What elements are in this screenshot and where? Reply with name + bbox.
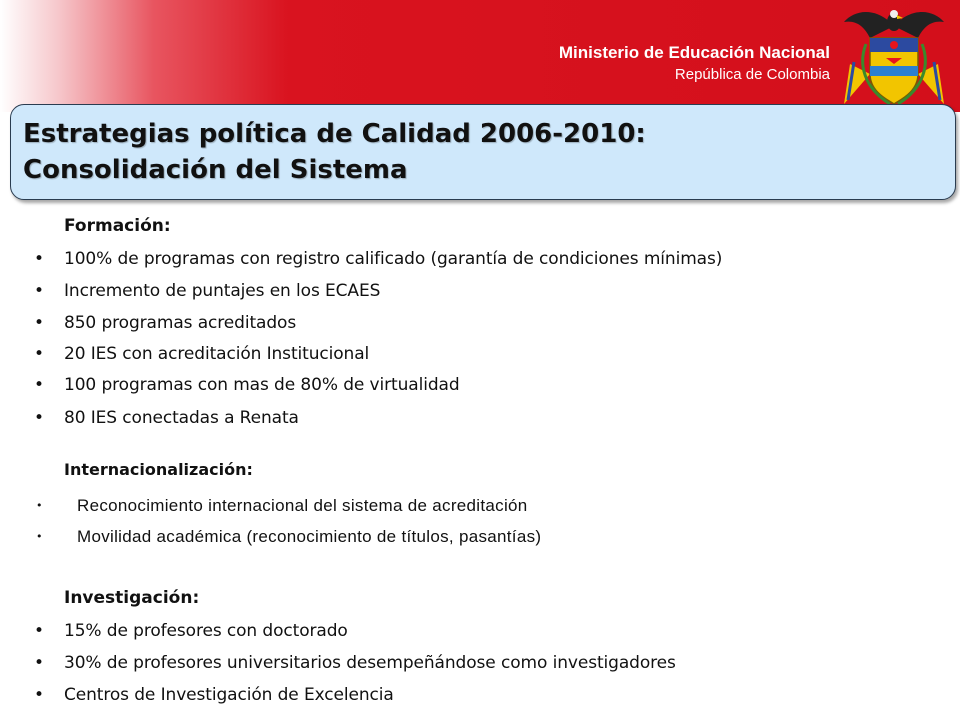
bullet-icon: • [34, 685, 45, 705]
bullet-icon: • [34, 653, 45, 673]
ministry-name: Ministerio de Educación Nacional [558, 43, 830, 62]
bullet-icon: • [34, 344, 45, 364]
bullet-icon: • [36, 530, 43, 543]
colombia-coat-of-arms-icon [840, 4, 948, 108]
bullet-icon: • [34, 313, 45, 333]
bullet-icon: • [34, 375, 45, 395]
list-item-text: 100 programas con mas de 80% de virtualidad [64, 375, 460, 395]
list-item-text: 20 IES con acreditación Institucional [64, 344, 370, 364]
bullet-icon: • [36, 499, 43, 512]
section-heading-investigacion: Investigación: [64, 588, 200, 608]
bullet-icon: • [34, 621, 45, 641]
list-item-text: 850 programas acreditados [64, 313, 297, 333]
section-heading-formacion: Formación: [64, 216, 171, 236]
country-name: República de Colombia [674, 66, 830, 83]
list-item-text: Centros de Investigación de Excelencia [64, 685, 394, 705]
list-item-text: 100% de programas con registro calificado (garantía de condiciones mínimas) [64, 249, 723, 269]
ministry-block [559, 42, 830, 86]
title-box [10, 104, 956, 200]
slide-title-line-2: Consolidación del Sistema [23, 155, 408, 185]
list-item-text: 30% de profesores universitarios desempeñándose como investigadores [64, 653, 676, 673]
section-heading-internacionalizacion: Internacionalización: [64, 460, 253, 479]
list-item-text: Incremento de puntajes en los ECAES [64, 281, 381, 301]
bullet-icon: • [34, 281, 45, 301]
list-item-text: 80 IES conectadas a Renata [64, 408, 299, 428]
list-item-text: Movilidad académica (reconocimiento de títulos, pasantías) [77, 527, 542, 546]
bullet-icon: • [34, 249, 45, 269]
slide-title-line-1: Estrategias política de Calidad 2006-2010: [23, 119, 646, 149]
bullet-icon: • [34, 408, 45, 428]
list-item-text: Reconocimiento internacional del sistema de acreditación [77, 496, 528, 515]
list-item-text: 15% de profesores con doctorado [64, 621, 348, 641]
